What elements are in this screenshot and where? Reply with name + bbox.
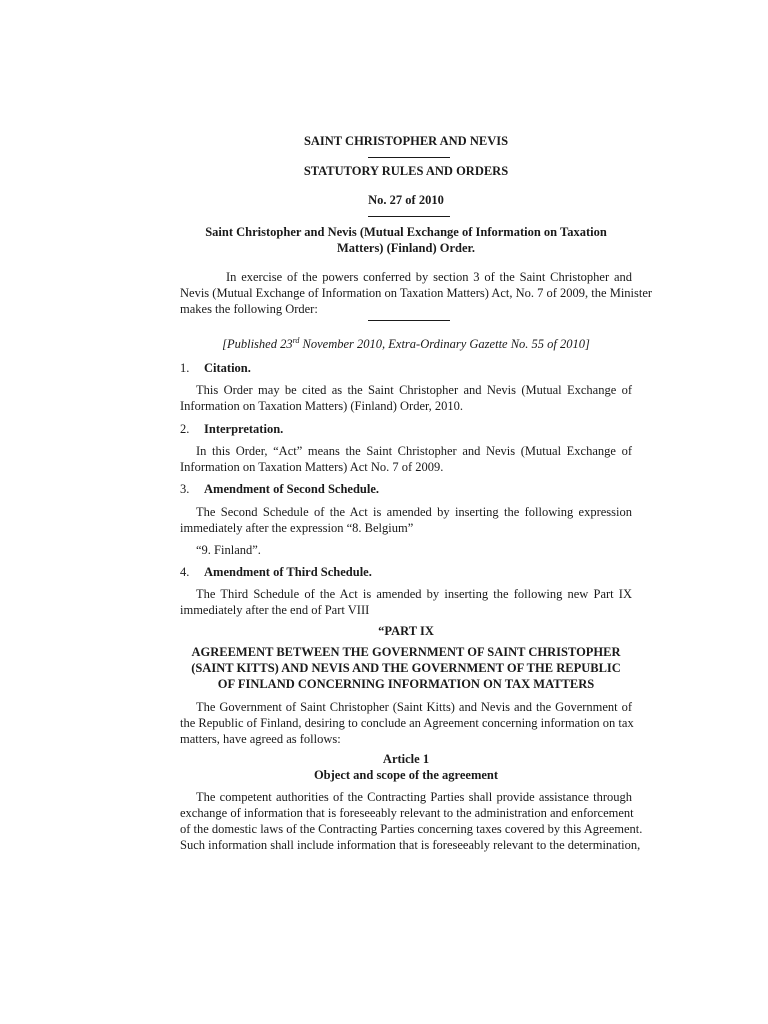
order-title-line: Matters) (Finland) Order. <box>336 241 476 255</box>
section-body <box>180 382 632 414</box>
section-line: immediately after the expression “8. Belgium” <box>180 521 414 535</box>
section-number: 3. <box>180 482 190 496</box>
article-body <box>180 789 643 853</box>
section-title: Citation. <box>204 361 251 375</box>
section-title: Amendment of Third Schedule. <box>204 565 372 579</box>
section-line: The Second Schedule of the Act is amended by inserting the following expression <box>196 505 632 519</box>
article-heading <box>180 751 632 783</box>
order-title <box>180 224 632 256</box>
series-heading: STATUTORY RULES AND ORDERS <box>303 164 509 178</box>
section-insert <box>180 542 632 558</box>
order-number: No. 27 of 2010 <box>368 193 444 207</box>
preamble-line: Nevis (Mutual Exchange of Information on Taxation Matters) Act, No. 7 of 2009, the Minister <box>180 286 653 300</box>
section-heading <box>180 360 632 376</box>
section-title: Interpretation. <box>204 422 284 436</box>
publication-note-text: [Published 23 <box>222 337 293 352</box>
section-line: In this Order, “Act” means the Saint Christopher and Nevis (Mutual Exchange of <box>196 444 632 458</box>
agreement-intro-line: matters, have agreed as follows: <box>180 732 341 746</box>
section-line: immediately after the end of Part VIII <box>180 603 370 617</box>
section-heading <box>180 564 632 580</box>
section-body <box>180 443 632 475</box>
publication-note-sup: rd <box>292 336 300 345</box>
section-heading <box>180 421 632 437</box>
section-insert-text: “9. Finland”. <box>196 543 261 557</box>
agreement-title <box>180 644 632 692</box>
section-line: Information on Taxation Matters) (Finland) Order, 2010. <box>180 399 464 413</box>
publication-note <box>180 336 632 352</box>
section-number: 4. <box>180 565 190 579</box>
section-title: Amendment of Second Schedule. <box>204 482 380 496</box>
article-line: The competent authorities of the Contracting Parties shall provide assistance through <box>196 790 632 804</box>
divider-rule <box>368 216 450 217</box>
agreement-title-line: AGREEMENT BETWEEN THE GOVERNMENT OF SAINT CHRISTOPHER <box>191 645 621 659</box>
country-heading: SAINT CHRISTOPHER AND NEVIS <box>303 134 509 148</box>
divider-rule <box>368 157 450 158</box>
article-line: of the domestic laws of the Contracting Parties concerning taxes covered by this Agreement. <box>180 822 643 836</box>
section-body <box>180 504 632 536</box>
preamble-line: makes the following Order: <box>180 302 318 316</box>
preamble <box>180 269 653 317</box>
agreement-title-line: (SAINT KITTS) AND NEVIS AND THE GOVERNMENT OF THE REPUBLIC <box>191 661 621 675</box>
section-line: The Third Schedule of the Act is amended by inserting the following new Part IX <box>196 587 632 601</box>
section-number: 1. <box>180 361 190 375</box>
section-body <box>180 586 632 618</box>
agreement-intro-line: The Government of Saint Christopher (Saint Kitts) and Nevis and the Government of <box>196 700 632 714</box>
preamble-line: In exercise of the powers conferred by section 3 of the Saint Christopher and <box>226 270 632 284</box>
divider-rule <box>368 320 450 321</box>
order-title-line: Saint Christopher and Nevis (Mutual Exchange of Information on Taxation <box>205 225 607 239</box>
article-line: exchange of information that is foreseeably relevant to the administration and enforcement <box>180 806 634 820</box>
part-heading: “PART IX <box>378 624 434 638</box>
document-page <box>180 0 653 1024</box>
agreement-intro-line: the Republic of Finland, desiring to conclude an Agreement concerning information on tax <box>180 716 634 730</box>
section-number: 2. <box>180 422 190 436</box>
agreement-title-line: OF FINLAND CONCERNING INFORMATION ON TAX MATTERS <box>217 677 595 691</box>
publication-note-text: November 2010, Extra-Ordinary Gazette No. 55 of 2010] <box>299 337 590 352</box>
article-line: Such information shall include information that is foreseeably relevant to the determination, <box>180 838 641 852</box>
agreement-intro <box>180 699 632 747</box>
article-number: Article 1 <box>382 752 430 766</box>
section-line: This Order may be cited as the Saint Christopher and Nevis (Mutual Exchange of <box>196 383 632 397</box>
section-heading <box>180 481 632 497</box>
article-title: Object and scope of the agreement <box>313 768 499 782</box>
section-line: Information on Taxation Matters) Act No. 7 of 2009. <box>180 460 444 474</box>
